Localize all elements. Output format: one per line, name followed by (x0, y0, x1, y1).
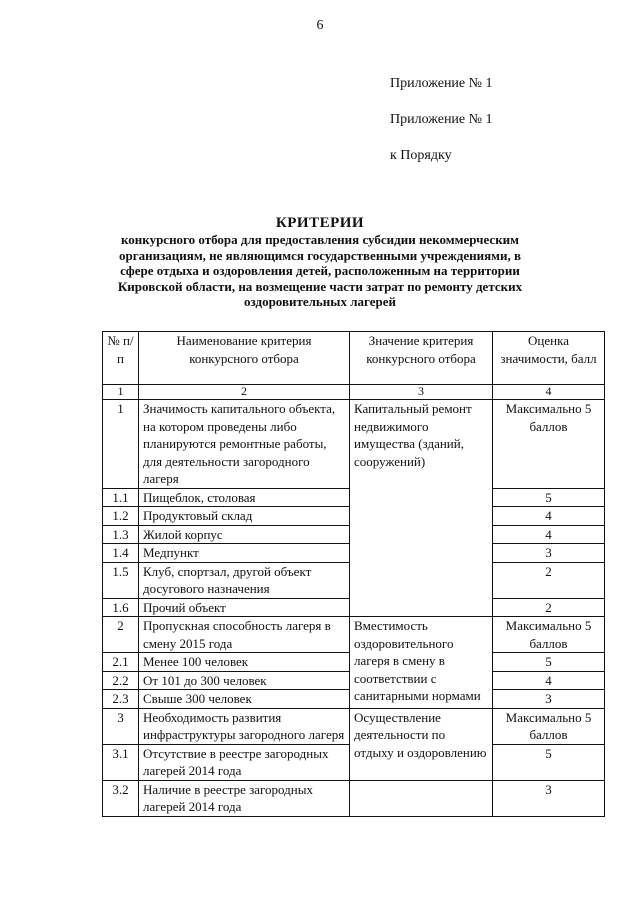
criterion-score: 4 (493, 671, 605, 690)
criterion-score: Максимально 5 баллов (493, 400, 605, 489)
criterion-name: Прочий объект (139, 598, 350, 617)
row-number: 1.3 (103, 525, 139, 544)
title-block (110, 214, 530, 310)
criterion-score: 3 (493, 780, 605, 816)
criterion-value: Вместимость оздоровительного лагеря в смену в соответствии с санитарными нормами (350, 617, 493, 709)
appendix-line-3: к Порядку (390, 148, 452, 163)
table-row (103, 400, 605, 489)
row-number: 3.1 (103, 744, 139, 780)
criterion-score: Максимально 5 баллов (493, 708, 605, 744)
row-number: 2.1 (103, 653, 139, 672)
criterion-score: 5 (493, 744, 605, 780)
criterion-name: Медпункт (139, 544, 350, 563)
page-number: 6 (316, 18, 324, 33)
header-criterion-name: Наименование критерия конкурсного отбора (139, 332, 350, 385)
criterion-value: Капитальный ремонт недвижимого имущества (зданий, сооружений) (350, 400, 493, 617)
row-number: 1.4 (103, 544, 139, 563)
header-criterion-value: Значение критерия конкурсного отбора (350, 332, 493, 385)
criterion-name: Пищеблок, столовая (139, 488, 350, 507)
criterion-name: Свыше 300 человек (139, 690, 350, 709)
header-score: Оценка значимости, балл (493, 332, 605, 385)
row-number: 1.1 (103, 488, 139, 507)
table-header-row (103, 332, 605, 385)
table-row (103, 708, 605, 744)
appendix-line-1: Приложение № 1 (390, 76, 493, 91)
column-number: 2 (139, 385, 350, 400)
criterion-score: 4 (493, 507, 605, 526)
criterion-value (350, 780, 493, 816)
criterion-name: Пропускная способность лагеря в смену 2015 года (139, 617, 350, 653)
table-row (103, 780, 605, 816)
criterion-score: 3 (493, 690, 605, 709)
header-number: № п/п (103, 332, 139, 385)
column-number: 1 (103, 385, 139, 400)
criterion-score: 5 (493, 653, 605, 672)
criterion-score: 2 (493, 598, 605, 617)
criterion-name: Отсутствие в реестре загородных лагерей 2014 года (139, 744, 350, 780)
document-title: КРИТЕРИИ (275, 215, 365, 231)
row-number: 1.5 (103, 562, 139, 598)
row-number: 3 (103, 708, 139, 744)
row-number: 1 (103, 400, 139, 489)
column-numbers-row (103, 385, 605, 400)
criterion-name: Наличие в реестре загородных лагерей 2014 года (139, 780, 350, 816)
criterion-name: Жилой корпус (139, 525, 350, 544)
row-number: 1.2 (103, 507, 139, 526)
criterion-name: Продуктовый склад (139, 507, 350, 526)
appendix-line-2: Приложение № 1 (390, 112, 493, 127)
criterion-name: Клуб, спортзал, другой объект досугового назначения (139, 562, 350, 598)
criterion-value: Осуществление деятельности по отдыху и оздоровлению (350, 708, 493, 780)
criterion-name: От 101 до 300 человек (139, 671, 350, 690)
criterion-score: 3 (493, 544, 605, 563)
row-number: 2.3 (103, 690, 139, 709)
table-row (103, 617, 605, 653)
criterion-name: Менее 100 человек (139, 653, 350, 672)
document-subtitle: конкурсного отбора для предоставления субсидии некоммерческим организациям, не являющимся государственными учреждениями, в сфере отдыха и оздоровления детей, расположенным на территории Кировской области, на возмещение части затрат по ремонту детских оздоровительных лагерей (117, 232, 523, 309)
row-number: 1.6 (103, 598, 139, 617)
column-number: 3 (350, 385, 493, 400)
criterion-score: 2 (493, 562, 605, 598)
row-number: 3.2 (103, 780, 139, 816)
criteria-table (102, 331, 605, 817)
row-number: 2.2 (103, 671, 139, 690)
criterion-name: Необходимость развития инфраструктуры загородного лагеря (139, 708, 350, 744)
column-number: 4 (493, 385, 605, 400)
criterion-score: 5 (493, 488, 605, 507)
criterion-score: Максимально 5 баллов (493, 617, 605, 653)
criterion-score: 4 (493, 525, 605, 544)
row-number: 2 (103, 617, 139, 653)
criterion-name: Значимость капитального объекта, на котором проведены либо планируются ремонтные работы, для деятельности загородного лагеря (139, 400, 350, 489)
